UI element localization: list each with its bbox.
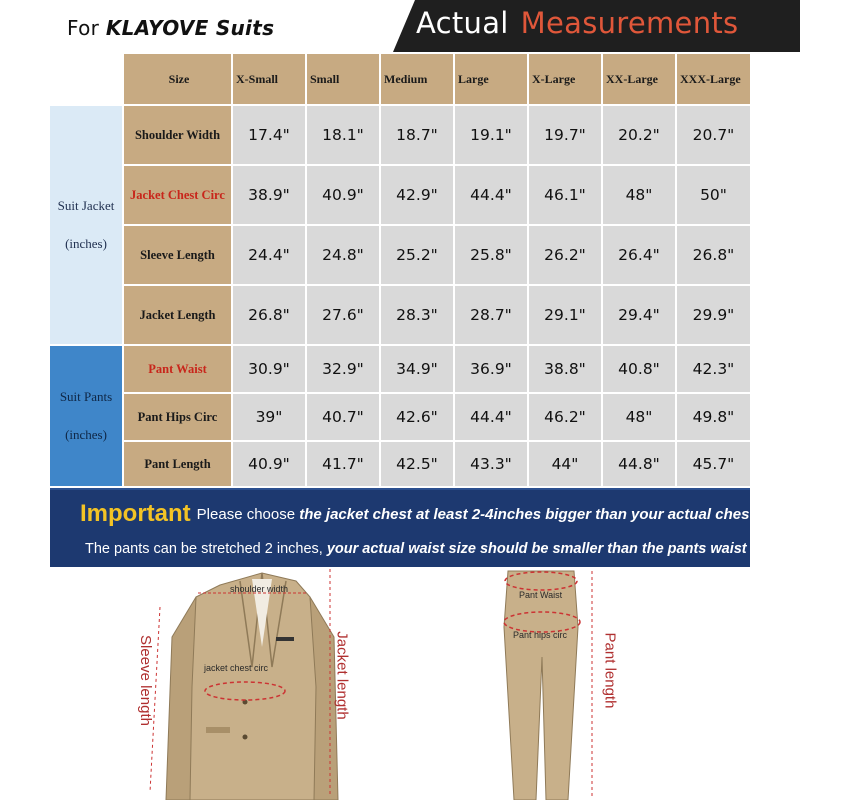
important-line-2 xyxy=(85,541,854,557)
important-line2-plain: The pants can be stretched 2 inches, xyxy=(85,541,323,557)
header-size-xl: X-Large xyxy=(529,54,601,104)
pant-hips-label: Pant hips circ xyxy=(513,630,568,640)
header-size-xxxl: XXX-Large xyxy=(677,54,750,104)
table-cell: 32.9" xyxy=(307,346,379,392)
banner-word-measurements: Measurements xyxy=(520,6,739,40)
jacket-length-label: Jacket length xyxy=(333,631,351,720)
table-cell: 18.7" xyxy=(381,106,453,164)
table-cell: 44.8" xyxy=(603,442,675,486)
important-line2-end: . xyxy=(849,541,854,557)
table-cell: 42.3" xyxy=(677,346,750,392)
jacket-button xyxy=(243,735,248,740)
table-cell: 44.4" xyxy=(455,166,527,224)
important-line1-plain: Please choose xyxy=(196,506,296,523)
brand-prefix: For xyxy=(67,16,100,40)
shoulder-width-label: shoulder width xyxy=(230,584,289,594)
table-cell: 26.2" xyxy=(529,226,601,284)
table-cell: 30.9" xyxy=(233,346,305,392)
row-label-jacket-chest: Jacket Chest Circ xyxy=(124,166,231,224)
table-cell: 46.2" xyxy=(529,394,601,440)
table-cell: 24.8" xyxy=(307,226,379,284)
group-suit-pants xyxy=(50,346,122,486)
header-size-l: Large xyxy=(455,54,527,104)
table-cell: 19.1" xyxy=(455,106,527,164)
suit-drawing xyxy=(0,567,800,800)
jacket-shape xyxy=(184,573,320,800)
table-cell: 27.6" xyxy=(307,286,379,344)
table-cell: 48" xyxy=(603,394,675,440)
table-cell: 50" xyxy=(677,166,750,224)
important-line2-emphasis: your actual waist size should be smaller than the pants waist circumference xyxy=(326,541,850,557)
table-cell: 25.2" xyxy=(381,226,453,284)
row-label-sleeve-length: Sleeve Length xyxy=(124,226,231,284)
table-cell: 38.8" xyxy=(529,346,601,392)
table-cell: 24.4" xyxy=(233,226,305,284)
important-line-1 xyxy=(80,500,865,528)
table-cell: 29.1" xyxy=(529,286,601,344)
table-cell: 19.7" xyxy=(529,106,601,164)
table-cell: 28.3" xyxy=(381,286,453,344)
jacket-flap-pocket xyxy=(206,727,230,733)
important-title: Important xyxy=(80,500,191,527)
header-size-s: Small xyxy=(307,54,379,104)
table-cell: 41.7" xyxy=(307,442,379,486)
table-cell: 40.8" xyxy=(603,346,675,392)
table-cell: 42.6" xyxy=(381,394,453,440)
table-cell: 44.4" xyxy=(455,394,527,440)
row-label-jacket-length: Jacket Length xyxy=(124,286,231,344)
table-cell: 48" xyxy=(603,166,675,224)
table-cell: 49.8" xyxy=(677,394,750,440)
table-cell: 28.7" xyxy=(455,286,527,344)
table-cell: 29.9" xyxy=(677,286,750,344)
header-size-m: Medium xyxy=(381,54,453,104)
table-cell: 17.4" xyxy=(233,106,305,164)
table-cell: 43.3" xyxy=(455,442,527,486)
table-cell: 26.8" xyxy=(233,286,305,344)
chest-circ-label: jacket chest circ xyxy=(204,663,269,673)
banner-title xyxy=(416,6,738,40)
measurement-illustration xyxy=(0,567,800,800)
brand-title xyxy=(67,16,274,40)
important-line1-emphasis: the jacket chest at least 2-4inches bigger than your actual chest circumference xyxy=(299,506,862,523)
table-cell: 40.9" xyxy=(307,166,379,224)
table-cell: 26.4" xyxy=(603,226,675,284)
important-line1-end: . xyxy=(861,506,865,523)
row-label-pant-hips: Pant Hips Circ xyxy=(124,394,231,440)
jacket-pocket-square xyxy=(276,637,294,641)
header-size-xxl: XX-Large xyxy=(603,54,675,104)
header-size-xs: X-Small xyxy=(233,54,305,104)
row-label-pant-length: Pant Length xyxy=(124,442,231,486)
pant-waist-label: Pant Waist xyxy=(519,590,563,600)
brand-name: KLAYOVE Suits xyxy=(105,16,275,40)
table-cell: 45.7" xyxy=(677,442,750,486)
important-notice xyxy=(50,488,865,567)
group-jacket-unit: (inches) xyxy=(65,236,107,251)
row-label-pant-waist: Pant Waist xyxy=(124,346,231,392)
row-label-shoulder-width: Shoulder Width xyxy=(124,106,231,164)
table-cell: 42.5" xyxy=(381,442,453,486)
header-size: Size xyxy=(124,54,231,104)
table-cell: 36.9" xyxy=(455,346,527,392)
banner-word-actual: Actual xyxy=(416,6,509,40)
group-pants-title: Suit Pants xyxy=(59,389,113,404)
table-cell: 34.9" xyxy=(381,346,453,392)
table-cell: 42.9" xyxy=(381,166,453,224)
table-cell: 39" xyxy=(233,394,305,440)
table-cell: 25.8" xyxy=(455,226,527,284)
table-cell: 20.7" xyxy=(677,106,750,164)
table-cell: 40.7" xyxy=(307,394,379,440)
table-cell: 18.1" xyxy=(307,106,379,164)
table-cell: 40.9" xyxy=(233,442,305,486)
table-cell: 29.4" xyxy=(603,286,675,344)
group-jacket-title: Suit Jacket xyxy=(57,198,115,213)
table-cell: 46.1" xyxy=(529,166,601,224)
sleeve-length-label: Sleeve length xyxy=(136,635,154,726)
table-cell: 26.8" xyxy=(677,226,750,284)
pants-shape xyxy=(504,571,578,800)
table-cell: 44" xyxy=(529,442,601,486)
pant-length-label: Pant length xyxy=(601,632,619,709)
table-cell: 38.9" xyxy=(233,166,305,224)
group-suit-jacket xyxy=(50,106,122,344)
table-cell: 20.2" xyxy=(603,106,675,164)
group-pants-unit: (inches) xyxy=(65,427,107,442)
